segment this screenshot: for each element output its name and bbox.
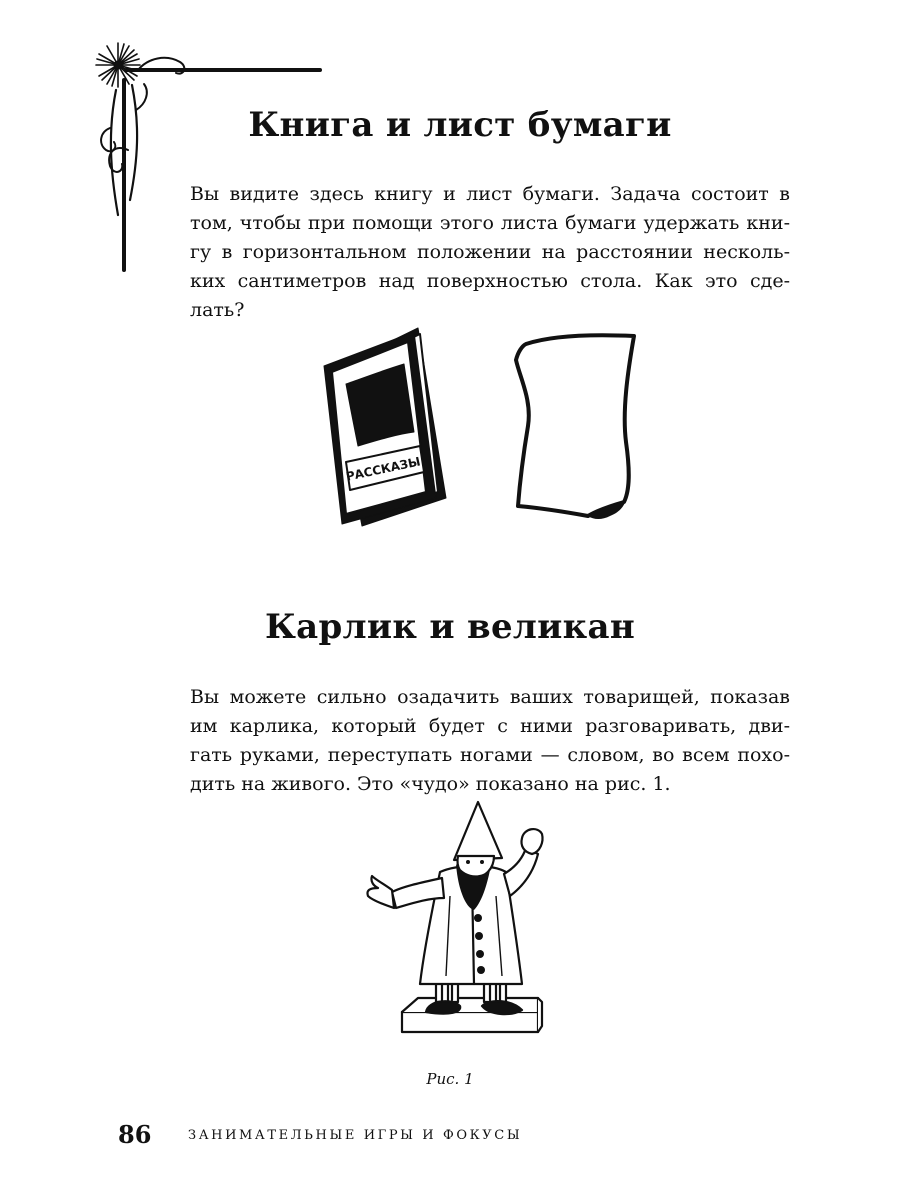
paragraph-line: том, чтобы при помощи этого листа бумаги удержать кни- xyxy=(190,212,790,234)
section-title-book-paper: Книга и лист бумаги xyxy=(248,105,672,145)
figure-caption: Рис. 1 xyxy=(426,1070,474,1088)
paragraph-line: лать? xyxy=(190,299,245,321)
paragraph-line: дить на живого. Это «чудо» показано на рис. 1. xyxy=(190,773,671,795)
book-illustration xyxy=(318,322,448,530)
section-paragraph-book-paper xyxy=(190,180,790,325)
paragraph-line: гать руками, переступать ногами — словом, во всем похо- xyxy=(190,744,790,766)
book-cover-label: РАССКАЗЫ xyxy=(344,454,422,484)
running-title: ЗАНИМАТЕЛЬНЫЕ ИГРЫ И ФОКУСЫ xyxy=(188,1128,523,1143)
paper-sheet-illustration xyxy=(510,330,640,520)
section-title-dwarf-giant: Карлик и великан xyxy=(264,607,636,647)
paragraph-line: Вы видите здесь книгу и лист бумаги. Задача состоит в xyxy=(190,183,790,205)
paragraph-line: ких сантиметров над поверхностью стола. Как это сде- xyxy=(190,270,790,292)
paragraph-line: гу в горизонтальном положении на расстоянии несколь- xyxy=(190,241,790,263)
dwarf-figure-illustration xyxy=(362,800,547,1058)
paragraph-line: Вы можете сильно озадачить ваших товарищей, показав xyxy=(190,686,790,708)
section-paragraph-dwarf-giant xyxy=(190,683,790,799)
paragraph-line: им карлика, который будет с ними разговаривать, дви- xyxy=(190,715,790,737)
page-number: 86 xyxy=(118,1120,152,1149)
